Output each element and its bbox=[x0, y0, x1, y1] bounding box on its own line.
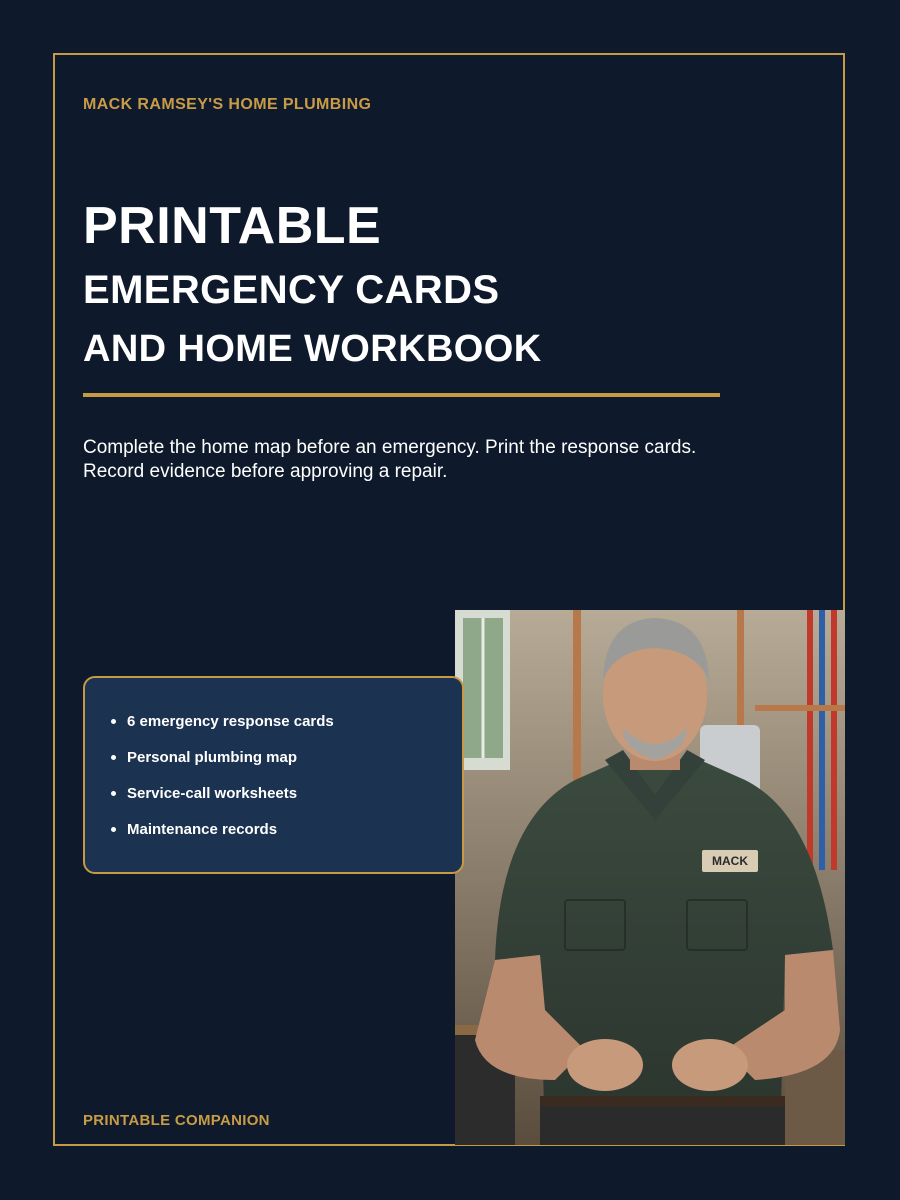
feature-label: Maintenance records bbox=[127, 821, 278, 838]
intro-text bbox=[83, 436, 763, 484]
bullet-icon bbox=[111, 719, 116, 724]
intro-line-1: Complete the home map before an emergency. Print the response cards. bbox=[83, 437, 697, 458]
feature-item bbox=[109, 740, 462, 776]
bullet-icon bbox=[111, 827, 116, 832]
title-line-3: AND HOME WORKBOOK bbox=[83, 328, 542, 370]
plumber-photo-illustration bbox=[455, 610, 845, 1145]
title-line-1: PRINTABLE bbox=[83, 197, 382, 255]
title-divider bbox=[83, 393, 720, 397]
feature-label: Personal plumbing map bbox=[127, 749, 298, 766]
plumber-photo bbox=[455, 610, 845, 1145]
intro-line-2: Record evidence before approving a repair. bbox=[83, 461, 448, 482]
footer-label: PRINTABLE COMPANION bbox=[83, 1112, 270, 1129]
bullet-icon bbox=[111, 755, 116, 760]
bullet-icon bbox=[111, 791, 116, 796]
feature-item bbox=[109, 812, 462, 848]
title-line-2: EMERGENCY CARDS bbox=[83, 268, 500, 312]
feature-item bbox=[109, 704, 462, 740]
feature-label: Service-call worksheets bbox=[127, 785, 298, 802]
feature-item bbox=[109, 776, 462, 812]
feature-label: 6 emergency response cards bbox=[127, 713, 334, 730]
features-list bbox=[109, 704, 462, 848]
features-panel bbox=[83, 676, 464, 874]
name-tag-label: MACK bbox=[712, 854, 748, 868]
brand-name: MACK RAMSEY'S HOME PLUMBING bbox=[83, 96, 372, 113]
